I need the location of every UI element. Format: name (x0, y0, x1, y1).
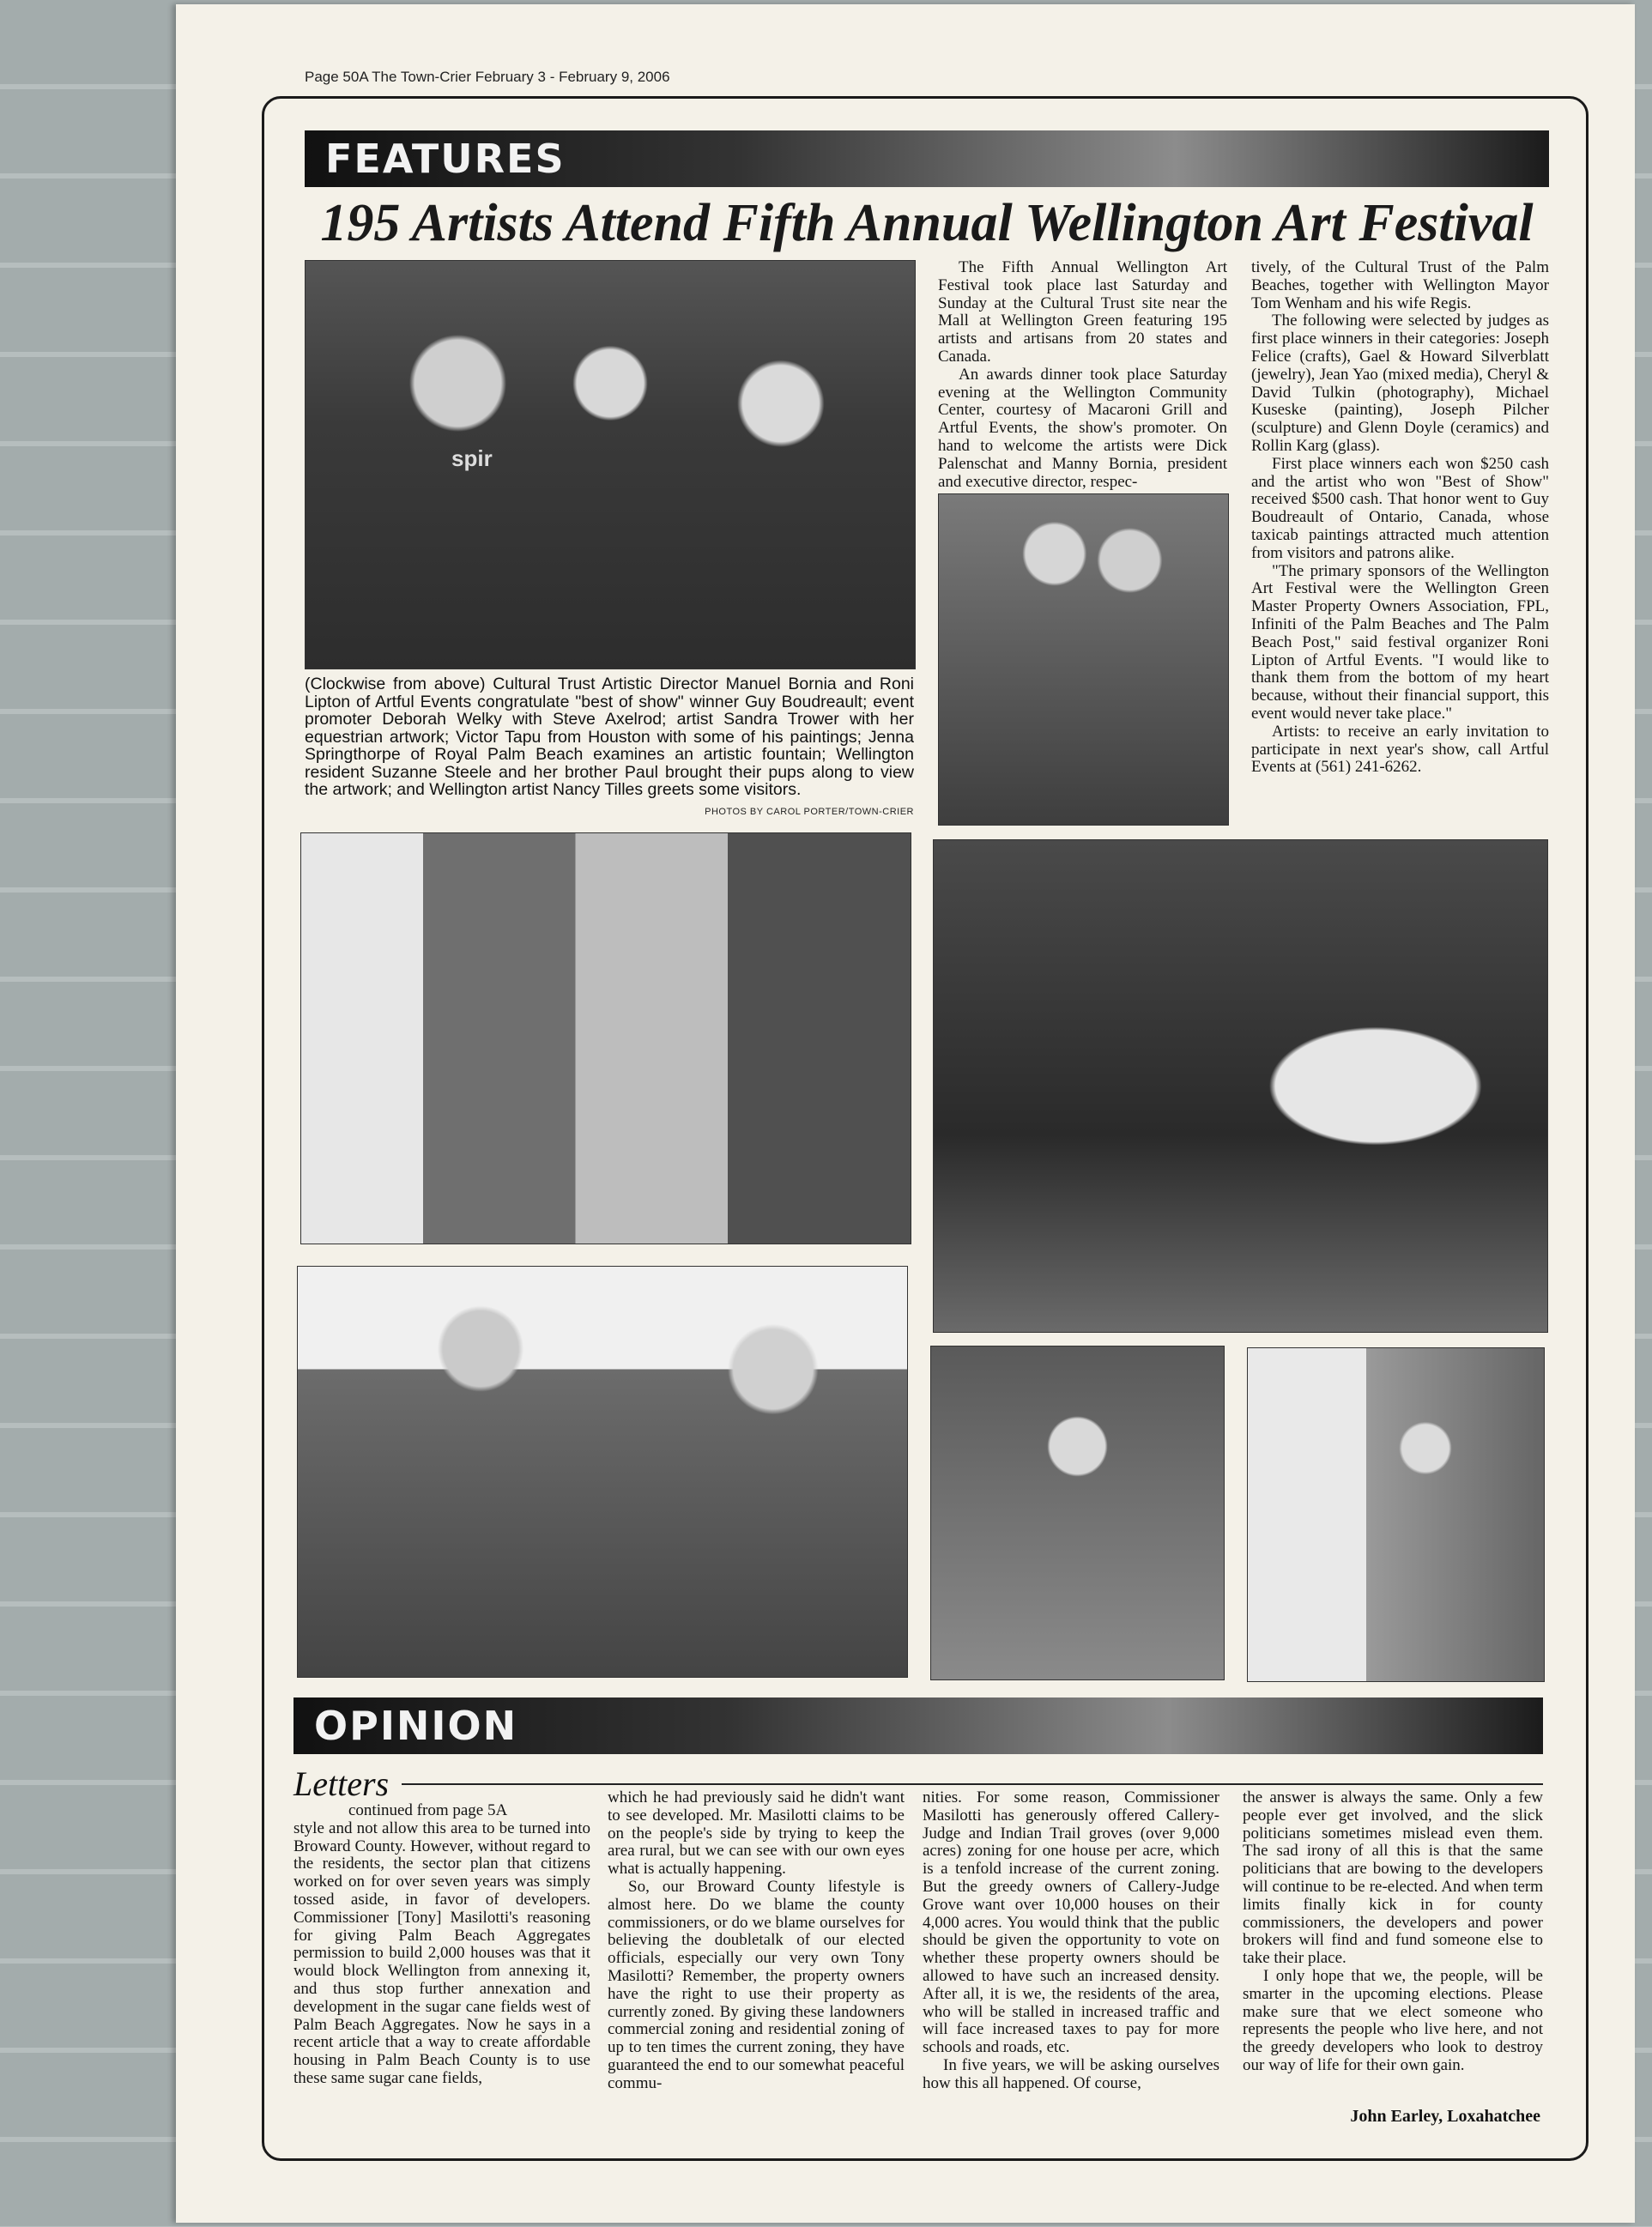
features-banner (305, 130, 1549, 187)
photo-fountain (300, 832, 911, 1244)
opinion-banner-label: OPINION (314, 1703, 518, 1749)
letter-paragraph: I only hope that we, the people, will be smarter in the upcoming elections. Please make sure that we elect someone who represents the people who live here, and not the greedy developers who look to destroy our way of life for their own gain. (1243, 1966, 1543, 2074)
article-paragraph: First place winners each won $250 cash and the artist who won "Best of Show" received $500 cash. That honor went to Guy Boudreault of Ontario, Canada, whose taxicab paintings attracted much attention from visitors and patrons alike. (1251, 454, 1549, 562)
letters-rule (402, 1783, 1543, 1785)
photo-welky-axelrod (938, 493, 1229, 826)
photo-credit: PHOTOS BY CAROL PORTER/TOWN-CRIER (705, 807, 914, 817)
article-paragraph: An awards dinner took place Saturday evening at the Wellington Community Center, courtesy of Macaroni Grill and Artful Events, the show's promoter. On hand to welcome the artists were Dick Palenschat and Manny Bornia, president and executive director, respec- (938, 365, 1227, 491)
letters-title: Letters (293, 1764, 390, 1803)
continued-note: continued from page 5A (348, 1801, 508, 1819)
article-paragraph: Artists: to receive an early invitation to participate in next year's show, call Artful Events at (561) 241-6262. (1251, 722, 1549, 777)
photo-victor-tapu (930, 1346, 1225, 1680)
photo-pups (297, 1266, 908, 1678)
letter-paragraph: nities. For some reason, Commissioner Masilotti has generously offered Callery-Judge and Indian Trail groves (over 9,000 acres) zoning for one house per acre, which is a tenfold increase of the current zoning. But the greedy owners of Callery-Judge Grove want over 10,000 houses on their 4,000 acres. You would think that the public should be given the opportunity to vote on whether these property owners should be allowed to have such an increased density. After all, it is we, the residents of the area, who will be stalled in increased traffic and will face increased taxes to pay for more schools and roads, etc. (923, 1788, 1219, 2057)
photo-shirt-text: spir (451, 445, 493, 471)
article-headline: 195 Artists Attend Fifth Annual Wellington Art Festival (320, 194, 1534, 252)
article-column-2 (1251, 259, 1549, 777)
photo-nancy-tilles (1247, 1347, 1545, 1682)
letter-paragraph: which he had previously said he didn't want to see developed. Mr. Masilotti claims to be on the people's side by trying to keep the area rural, but we can see with our own eyes what is actually happening. (608, 1788, 905, 1879)
article-paragraph: The Fifth Annual Wellington Art Festival took place last Saturday and Sunday at the Cultural Trust site near the Mall at Wellington Green featuring 195 artists and artisans from 20 states and Canada. (938, 258, 1227, 366)
page-header: Page 50A The Town-Crier February 3 - February 9, 2006 (305, 69, 670, 85)
letter-paragraph: So, our Broward County lifestyle is almost here. Do we blame the county commissioners, or do we blame ourselves for believing the doubletalk of our elected officials, especially our very own Tony Masilotti? Remember, the property owners have the right to use their property as currently zoned. By giving these landowners commercial zoning and residential zoning of up to ten times the current zoning, they have guaranteed the end to our somewhat peaceful commu- (608, 1877, 905, 2092)
letter-paragraph: the answer is always the same. Only a few people ever get involved, and the slick politicians sometimes mislead even them. The sad irony of all this is that the same politicians that are bowing to the developers will continue to be re-elected. And when term limits finally kick in for county commissioners, the developers and power brokers will find and fund someone else to take their place. (1243, 1788, 1543, 1968)
letter-column-1 (293, 1802, 590, 2088)
photo-equestrian-artwork (933, 839, 1548, 1333)
letter-column-2 (608, 1789, 905, 2093)
opinion-banner (293, 1697, 1543, 1754)
photo-caption: (Clockwise from above) Cultural Trust Artistic Director Manuel Bornia and Roni Lipton of Artful Events congratulate "best of show" winner Guy Boudreault; event promoter Deborah Welky with Steve Axelrod; artist Sandra Trower with her equestrian artwork; Victor Tapu from Houston with some of his paintings; Jenna Springthorpe of Royal Palm Beach examines an artistic fountain; Wellington resident Suzanne Steele and her brother Paul brought their pups along to view the artwork; and Wellington artist Nancy Tilles greets some visitors. (305, 675, 914, 799)
letter-column-4 (1243, 1789, 1543, 2075)
photo-best-of-show (305, 260, 916, 669)
article-column-1 (938, 259, 1227, 491)
letter-paragraph: In five years, we will be asking ourselves how this all happened. Of course, (923, 2055, 1219, 2092)
letter-signature: John Earley, Loxahatchee (1350, 2107, 1540, 2126)
letter-column-3 (923, 1789, 1219, 2093)
article-paragraph: tively, of the Cultural Trust of the Palm Beaches, together with Wellington Mayor Tom Wenham and his wife Regis. (1251, 258, 1549, 312)
letter-paragraph: style and not allow this area to be turned into Broward County. However, without regard to the residents, the sector plan that citizens worked on for over seven years was simply tossed aside, in favor of developers. Commissioner [Tony] Masilotti's reasoning for giving Palm Beach Aggregates permission to build 2,000 houses was that it would block Wellington from annexing it, and thus stop further annexation and development in the sugar cane fields west of Palm Beach Aggregates. Now he says in a recent article that a way to create affordable housing in Palm Beach County is to use these same sugar cane fields, (293, 1819, 590, 2087)
article-paragraph: "The primary sponsors of the Wellington Art Festival were the Wellington Green Master Property Owners Association, FPL, Infiniti of the Palm Beaches and The Palm Beach Post," said festival organizer Roni Lipton of Artful Events. "I would like to thank them from the bottom of my heart because, without their financial support, this event would never take place." (1251, 561, 1549, 723)
article-paragraph: The following were selected by judges as first place winners in their categories: Joseph Felice (crafts), Gael & Howard Silverblatt (jewelry), Jean Yao (mixed media), Cheryl & David Tulkin (photography), Michael Kuseske (painting), Joseph Pilcher (sculpture) and Glenn Doyle (ceramics) and Rollin Karg (glass). (1251, 312, 1549, 455)
features-banner-label: FEATURES (325, 136, 566, 182)
